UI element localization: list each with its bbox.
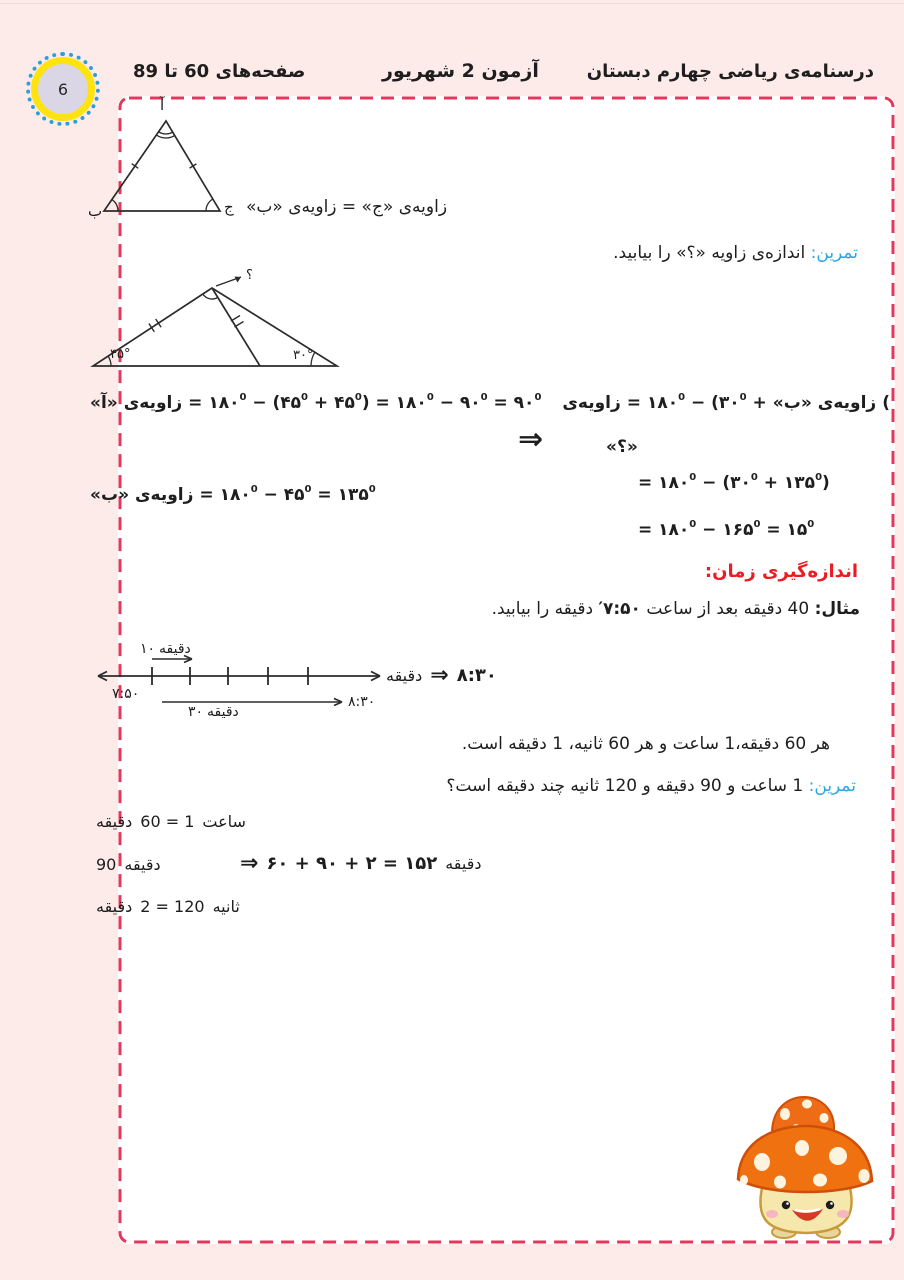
exercise1-text: تمرین: اندازه‌ی زاویه «؟» را بیابید. bbox=[613, 243, 858, 263]
top-divider bbox=[0, 3, 904, 4]
timeline-result: دقیقه ⇒ ۸:۳۰ bbox=[386, 663, 497, 688]
equation-angle-q-line1: زاویه‌ی = $۱۸۰^0$ − ($۳۰^0$ + زاویه‌ی «ب» ( bbox=[562, 392, 890, 413]
equation-angle-q-line4: = $۱۸۰^0$ − $۱۶۵^0$ = $۱۵^0$ bbox=[638, 519, 815, 540]
implies-arrow: ⇒ bbox=[518, 422, 544, 457]
header-page-range: صفحه‌های 60 تا 89 bbox=[133, 61, 306, 82]
isosceles-triangle-figure bbox=[96, 113, 236, 223]
equation-angle-q-line3: = $۱۸۰^0$ − ($۳۰^0$ + $۱۳۵^0$) bbox=[638, 472, 830, 493]
page-number-badge bbox=[26, 52, 100, 126]
work-line-seconds: دقیقه 2 = 120 ثانیه bbox=[96, 897, 240, 916]
triangle2-angle-left-label: ۴۵° bbox=[110, 347, 131, 362]
timeline-label-10min: ۱۰ دقیقه bbox=[140, 641, 191, 657]
equation-angle-b: زاویه‌ی «ب» = $۱۸۰^0$ − $۴۵^0$ = $۱۳۵^0$ bbox=[90, 484, 376, 505]
exercise2-text: تمرین: 1 ساعت و 90 دقیقه و 120 ثانیه چند دقیقه است؟ bbox=[446, 776, 856, 796]
time-example-text: مثال: 40 دقیقه بعد از ساعت ۷:۵۰′ دقیقه را بیابید. bbox=[491, 599, 860, 619]
page-number: 6 bbox=[31, 57, 95, 121]
equation-angle-q-line2: «؟» bbox=[606, 437, 638, 457]
timeline-end-time: ۸:۳۰ bbox=[348, 694, 376, 710]
triangle1-vertex-left-label: ب bbox=[88, 202, 103, 220]
triangle2-angle-right-label: ۳۰° bbox=[293, 348, 314, 363]
time-section-heading: اندازه‌گیری زمان: bbox=[704, 561, 858, 582]
header-exam-title: آزمون 2 شهریور bbox=[382, 60, 539, 82]
triangle1-caption: زاویه‌ی «ج» = زاویه‌ی «ب» bbox=[246, 197, 448, 217]
timeline-start-time: ۷:۵۰ bbox=[112, 686, 140, 702]
triangle1-vertex-right-label: ج bbox=[224, 198, 234, 216]
triangle2-question-label: ؟ bbox=[246, 268, 253, 283]
equation-angle-a: زاویه‌ی «آ» = $۱۸۰^0$ − ($۴۵^0$ + $۴۵^0$) = $۱۸۰^0$ − $۹۰^0$ = $۹۰^0$ bbox=[90, 392, 542, 413]
timeline-figure bbox=[92, 640, 392, 716]
work-line-sum: ⇒ ۶۰ + ۹۰ + ۲ = ۱۵۲ دقیقه bbox=[240, 851, 482, 876]
header-book-title: درسنامه‌ی ریاضی چهارم دبستان bbox=[586, 61, 874, 82]
mushroom-mascot-illustration bbox=[722, 1090, 884, 1240]
triangle1-vertex-top-label: آ bbox=[160, 96, 165, 114]
work-line-minutes: 90 دقیقه bbox=[96, 855, 161, 874]
timeline-label-30min: ۳۰ دقیقه bbox=[188, 704, 239, 720]
time-fact-text: هر 60 دقیقه،1 ساعت و هر 60 ثانیه، 1 دقیقه است. bbox=[461, 734, 830, 754]
work-line-hours: دقیقه 60 = 1 ساعت bbox=[96, 812, 246, 831]
